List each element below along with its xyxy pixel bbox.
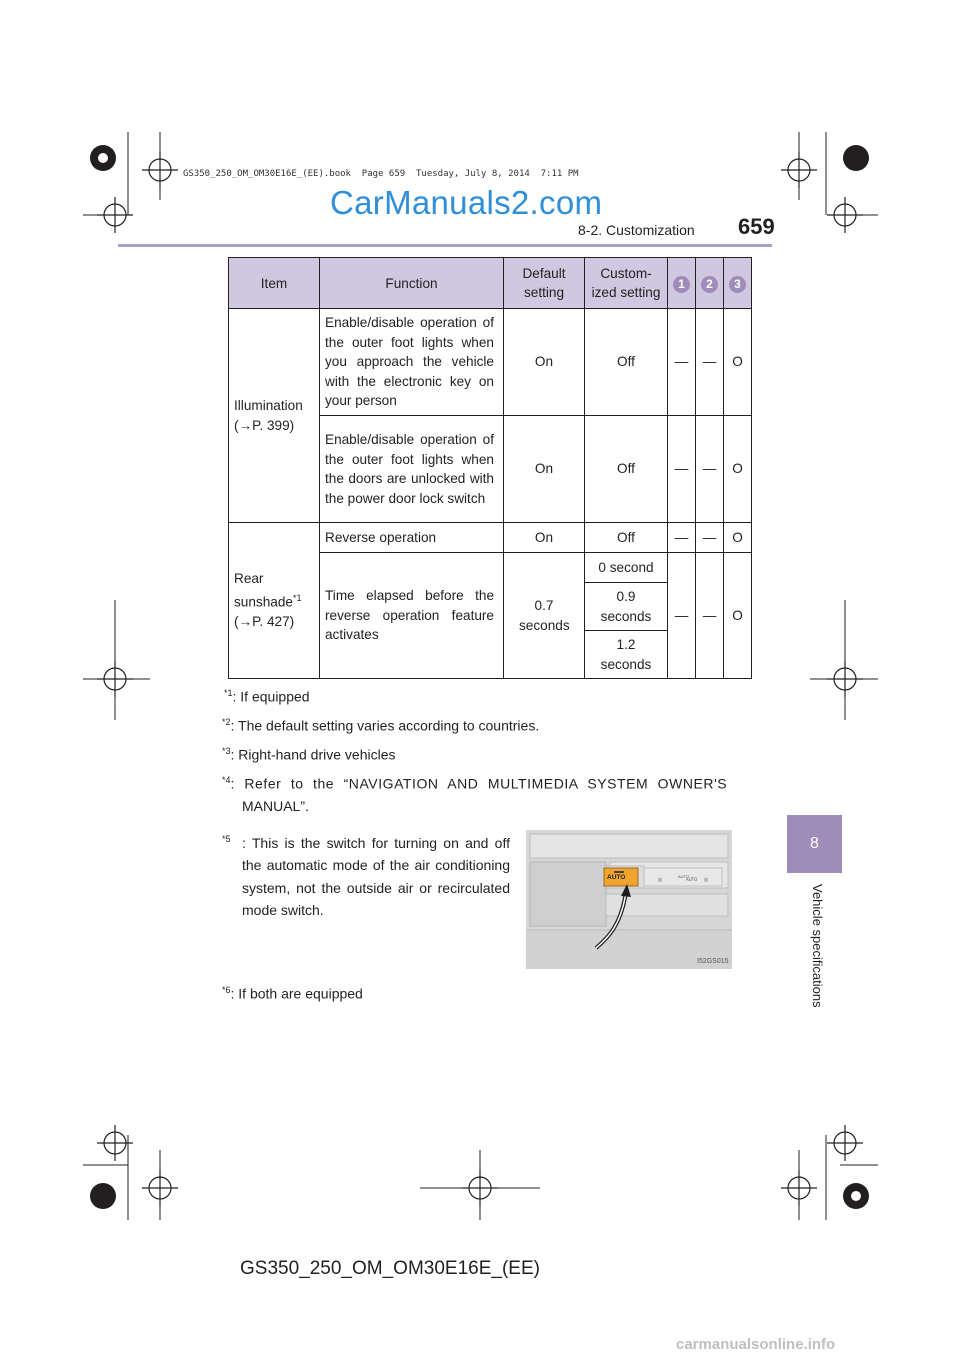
ac-panel-drawing: [526, 830, 732, 969]
section-title: 8-2. Customization: [578, 222, 695, 238]
footnote-4: $^{*4}$: Refer to the “NAVIGATION AND MULTIMEDIA SYSTEM OWNER'S: [222, 775, 728, 792]
header-function: Function: [320, 258, 504, 309]
default-cell: On: [504, 523, 585, 553]
svg-text:◎: ◎: [704, 877, 709, 883]
ac-panel-figure: [526, 830, 732, 969]
chapter-label: Vehicle specifications: [810, 884, 825, 1008]
col1-cell: —: [668, 523, 696, 553]
chapter-tab[interactable]: [787, 815, 842, 873]
footnote-2: $^{*2}$: The default setting varies according to countries.: [222, 717, 540, 734]
function-cell: Enable/disable operation of the outer foot lights when the doors are unlocked with the power door lock switch: [320, 416, 504, 523]
header-rule: [118, 244, 772, 247]
header-col2: [696, 258, 724, 309]
chapter-number: 8: [810, 835, 819, 852]
header-item: Item: [229, 258, 320, 309]
table-row: [229, 309, 752, 416]
footnote-1: $^{*1}$: If equipped: [224, 688, 310, 705]
customization-table: [228, 257, 752, 679]
default-cell: On: [504, 416, 585, 523]
col3-cell: O: [724, 553, 752, 679]
circled-1-icon: 1: [673, 276, 690, 293]
circled-3-icon: 3: [729, 276, 746, 293]
custom-cell: 0.9 seconds: [585, 583, 668, 631]
auto-button[interactable]: AUTO: [607, 874, 626, 881]
custom-cell: 1.2 seconds: [585, 631, 668, 679]
custom-cell: Off: [585, 309, 668, 416]
watermark-link[interactable]: CarManuals2.com: [330, 184, 603, 221]
table-row: [229, 523, 752, 553]
col2-cell: —: [696, 523, 724, 553]
svg-text:AUTO: AUTO: [686, 877, 698, 882]
auto-label-small: AUTO: [678, 874, 690, 879]
custom-cell: Off: [585, 523, 668, 553]
custom-cell: Off: [585, 416, 668, 523]
watermark-bottom-link[interactable]: carmanualsonline.info: [676, 1336, 836, 1353]
header-customized: Custom- ized setting: [585, 258, 668, 309]
header-col3: [724, 258, 752, 309]
col3-cell: O: [724, 416, 752, 523]
header-default: Default setting: [504, 258, 585, 309]
footnote-6: $^{*6}$: If both are equipped: [222, 985, 363, 1002]
default-cell: On: [504, 309, 585, 416]
header-col1: [668, 258, 696, 309]
circled-2-icon: 2: [701, 276, 718, 293]
footnote-5: $^{*5}$ : This is the switch for turning on and off the automatic mode of the air conditioning system, not the outside air or recirculated mode switch.: [222, 834, 510, 919]
col3-cell: O: [724, 523, 752, 553]
custom-cell: 0 second: [585, 553, 668, 583]
footnote-4-continued: MANUAL”.: [242, 798, 309, 814]
item-illumination: Illumination (→P. 399): [229, 309, 320, 523]
col1-cell: —: [668, 309, 696, 416]
col2-cell: —: [696, 553, 724, 679]
svg-text:◎: ◎: [658, 877, 663, 883]
function-cell: Enable/disable operation of the outer foot lights when you approach the vehicle with the electronic key on your person: [320, 309, 504, 416]
default-cell: 0.7 seconds: [504, 553, 585, 679]
page-number: 659: [738, 214, 775, 239]
footnote-3: $^{*3}$: Right-hand drive vehicles: [222, 746, 396, 763]
col2-cell: —: [696, 309, 724, 416]
function-cell: Time elapsed before the reverse operation feature activates: [320, 553, 504, 679]
figure-code: I52GS015: [697, 958, 729, 965]
item-rear-sunshade: Rear sunshade$^{*1}$ (→P. 427): [229, 523, 320, 679]
print-info: GS350_250_OM_OM30E16E_(EE).book Page 659 Tuesday, July 8, 2014 7:11 PM: [183, 169, 579, 179]
col1-cell: —: [668, 416, 696, 523]
function-cell: Reverse operation: [320, 523, 504, 553]
col3-cell: O: [724, 309, 752, 416]
col1-cell: —: [668, 553, 696, 679]
table-header-row: [229, 258, 752, 309]
col2-cell: —: [696, 416, 724, 523]
footer-code: GS350_250_OM_OM30E16E_(EE): [240, 1258, 540, 1279]
